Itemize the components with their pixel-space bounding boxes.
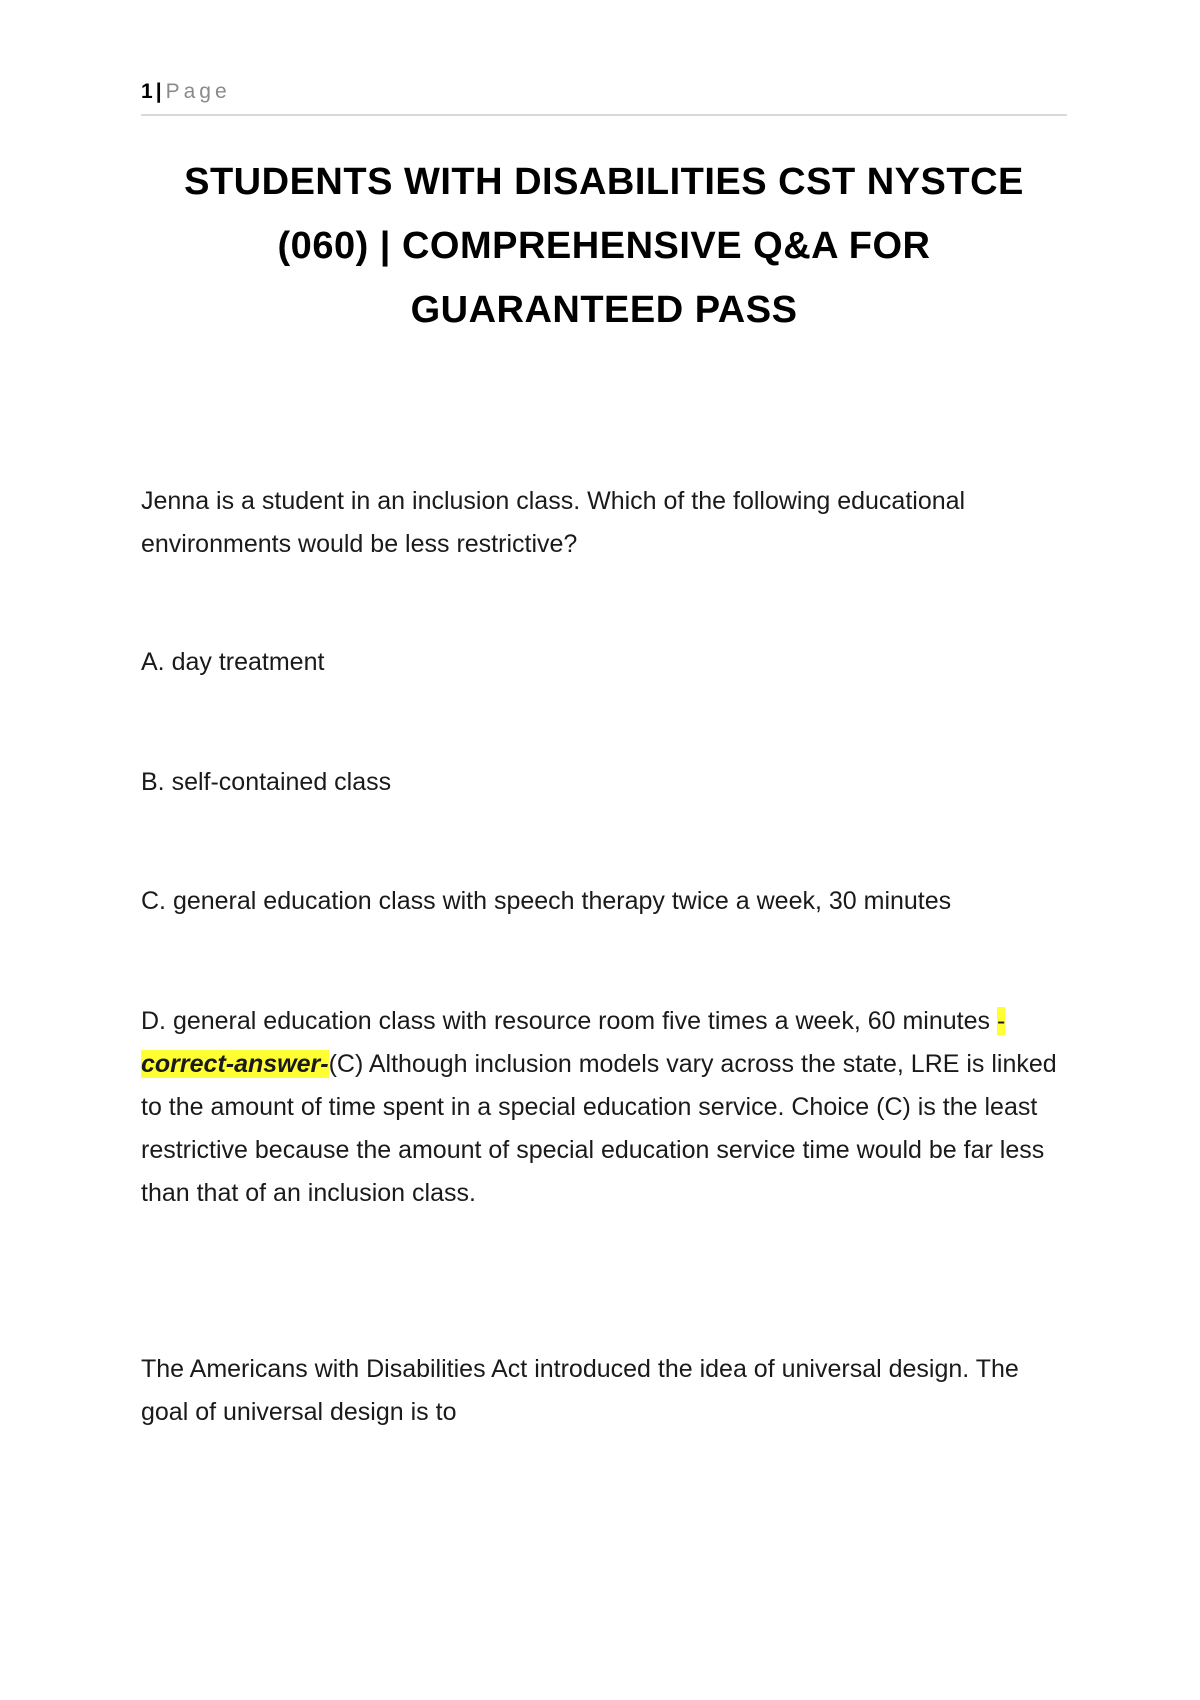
question-1-option-d-with-answer <box>141 1000 1071 1215</box>
answer-dash: - <box>996 1007 1006 1035</box>
page-header <box>141 80 1067 116</box>
answer-explanation: (C) Although inclusion models vary across the state, LRE is linked to the amount of time spent in a special education service. Choice (C) is the least restrictive because the amount of special education service time would be far less than that of an inclusion class. <box>141 1050 1057 1207</box>
document-title: STUDENTS WITH DISABILITIES CST NYSTCE (060) | COMPREHENSIVE Q&A FOR GUARANTEED PASS <box>184 161 1024 331</box>
question-1-option-b: B. self-contained class <box>141 768 392 796</box>
question-1-prompt: Jenna is a student in an inclusion class. Which of the following educational environments would be less restrictive? <box>141 487 966 558</box>
page-number-separator: | <box>155 80 162 103</box>
page-number: 1 <box>141 80 153 103</box>
correct-answer-tag: correct-answer- <box>141 1050 329 1078</box>
question-2-prompt: The Americans with Disabilities Act introduced the idea of universal design. The goal of universal design is to <box>141 1355 1019 1426</box>
question-1-option-c: C. general education class with speech therapy twice a week, 30 minutes <box>141 887 952 915</box>
question-1-option-a: A. day treatment <box>141 648 325 676</box>
question-1-option-d: D. general education class with resource room five times a week, 60 minutes <box>141 1007 990 1035</box>
page-label: Page <box>165 80 231 103</box>
